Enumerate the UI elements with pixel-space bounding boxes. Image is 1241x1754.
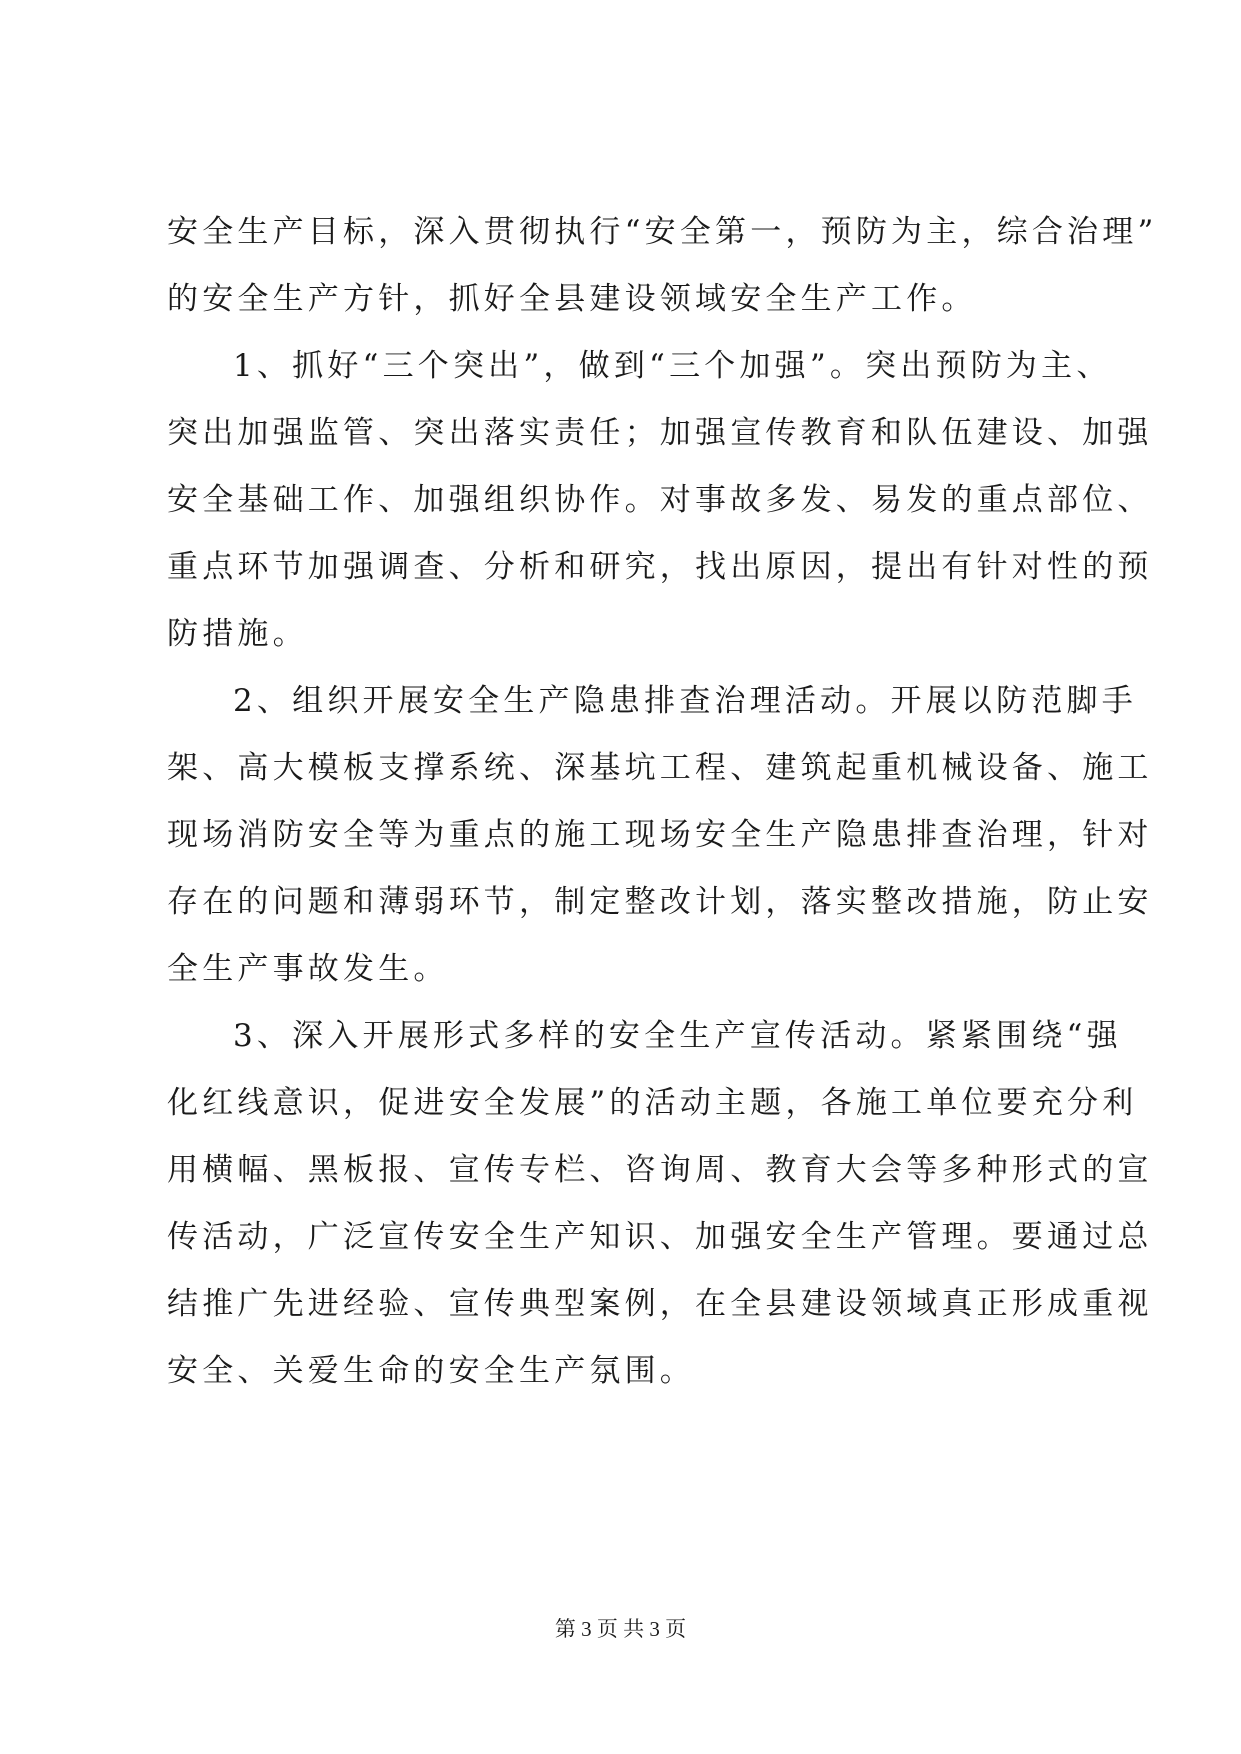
text-line: 传活动，广泛宣传安全生产知识、加强安全生产管理。要通过总 — [167, 1219, 1153, 1255]
text-line: 的安全生产方针，抓好全县建设领域安全生产工作。 — [167, 281, 977, 317]
paragraph-2-start: 2、组织开展安全生产隐患排查治理活动。开展以防范脚手 — [233, 683, 1137, 719]
paragraph-3-start: 3、深入开展形式多样的安全生产宣传活动。紧紧围绕“强 — [233, 1018, 1122, 1054]
text-line: 存在的问题和薄弱环节，制定整改计划，落实整改措施，防止安 — [167, 884, 1153, 920]
text-line: 安全生产目标，深入贯彻执行“安全第一，预防为主，综合治理” — [167, 214, 1158, 250]
text-line: 全生产事故发生。 — [167, 951, 449, 987]
text-line: 现场消防安全等为重点的施工现场安全生产隐患排查治理，针对 — [167, 817, 1153, 853]
text-line: 突出加强监管、突出落实责任；加强宣传教育和队伍建设、加强 — [167, 415, 1153, 451]
text-line: 用横幅、黑板报、宣传专栏、咨询周、教育大会等多种形式的宣 — [167, 1152, 1153, 1188]
document-body — [167, 199, 1158, 1405]
text-line: 防措施。 — [167, 616, 308, 652]
text-line: 安全、关爱生命的安全生产氛围。 — [167, 1353, 695, 1389]
paragraph-1-start: 1、抓好“三个突出”，做到“三个加强”。突出预防为主、 — [233, 348, 1112, 384]
text-line: 化红线意识，促进安全发展”的活动主题，各施工单位要充分利 — [167, 1085, 1138, 1121]
text-line: 安全基础工作、加强组织协作。对事故多发、易发的重点部位、 — [167, 482, 1153, 518]
text-line: 架、高大模板支撑系统、深基坑工程、建筑起重机械设备、施工 — [167, 750, 1153, 786]
page-number-footer: 第 3 页 共 3 页 — [554, 1617, 687, 1641]
text-line: 结推广先进经验、宣传典型案例，在全县建设领域真正形成重视 — [167, 1286, 1153, 1322]
text-line: 重点环节加强调查、分析和研究，找出原因，提出有针对性的预 — [167, 549, 1153, 585]
